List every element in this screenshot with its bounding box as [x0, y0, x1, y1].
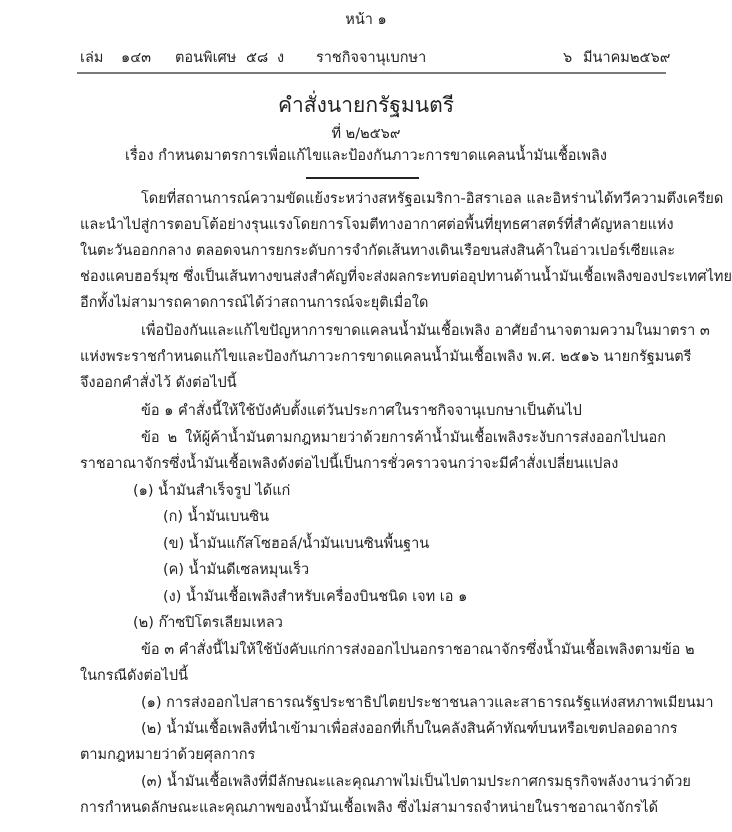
- section-label: ตอนพิเศษ: [175, 50, 237, 66]
- clause-2-line: ราชอาณาจักรซึ่งน้ำมันเชื้อเพลิงดังต่อไปนี้เป็นการชั่วคราวจนกว่าจะมีคำสั่งเปลี่ยนแปลง: [80, 456, 619, 472]
- clause-3-item: (๑) การส่งออกไปสาธารณรัฐประชาธิปไตยประชาชนลาวและสาธารณรัฐแห่งสหภาพเมียนมา: [141, 695, 714, 711]
- preamble-line: และนำไปสู่การตอบโต้อย่างรุนแรงโดยการโจมตีทางอากาศต่อพื้นที่ยุทธศาสตร์ที่สำคัญหลายแห่ง: [80, 217, 674, 233]
- clause-3-item: (๒) น้ำมันเชื้อเพลิงที่นำเข้ามาเพื่อส่งออกที่เก็บในคลังสินค้าทัณฑ์บนหรือเขตปลอดอากร: [141, 721, 678, 737]
- clause-2-subitem: (ก) น้ำมันเบนซิน: [163, 509, 270, 525]
- clause-2-subitem: (ค) น้ำมันดีเซลหมุนเร็ว: [163, 562, 310, 578]
- preamble-line: อีกทั้งไม่สามารถคาดการณ์ได้ว่าสถานการณ์จะยุติเมื่อใด: [80, 295, 429, 311]
- volume-label: เล่ม: [80, 50, 104, 66]
- clause-1: ข้อ ๑ คำสั่งนี้ให้ใช้บังคับตั้งแต่วันประกาศในราชกิจจานุเบกษาเป็นต้นไป: [141, 403, 582, 419]
- clause-2-subitem: (ข) น้ำมันแก๊สโซฮอล์/น้ำมันเบนซินพื้นฐาน: [163, 536, 430, 552]
- preamble-line: โดยที่สถานการณ์ความขัดแย้งระหว่างสหรัฐอเมริกา-อิสราเอล และอิหร่านได้ทวีความตึงเครียด: [141, 191, 724, 207]
- date-month: มีนาคม: [583, 50, 630, 66]
- section-number: ๕๘: [246, 50, 269, 66]
- clause-2-subitem: (ง) น้ำมันเชื้อเพลิงสำหรับเครื่องบินชนิด เจท เอ ๑: [163, 589, 468, 605]
- clause-3-line: ข้อ ๓ คำสั่งนี้ไม่ให้ใช้บังคับแก่การส่งออกไปนอกราชอาณาจักรซึ่งน้ำมันเชื้อเพลิงตามข้อ ๒: [141, 642, 695, 658]
- header-divider: [77, 72, 666, 74]
- clause-3-item-cont: การกำหนดลักษณะและคุณภาพของน้ำมันเชื้อเพลิง ซึ่งไม่สามารถจำหน่ายในราชอาณาจักรได้: [80, 800, 658, 816]
- page-number: หน้า ๑: [345, 12, 387, 28]
- preamble-line: ในตะวันออกกลาง ตลอดจนการยกระดับการจำกัดเส้นทางเดินเรือขนส่งสินค้าในอ่าวเปอร์เซียและ: [80, 243, 676, 259]
- authority-line: เพื่อป้องกันและแก้ไขปัญหาการขาดแคลนน้ำมันเชื้อเพลิง อาศัยอำนาจตามความในมาตรา ๓: [141, 323, 710, 339]
- clause-2-item: (๑) น้ำมันสำเร็จรูป ได้แก่: [133, 483, 291, 499]
- title-divider: [306, 177, 419, 179]
- publication-name: ราชกิจจานุเบกษา: [316, 50, 427, 66]
- order-number: ที่ ๒/๒๕๖๙: [331, 126, 401, 142]
- date-year: ๒๕๖๙: [630, 50, 671, 66]
- date-day: ๖: [563, 50, 573, 66]
- authority-line: แห่งพระราชกำหนดแก้ไขและป้องกันภาวะการขาดแคลนน้ำมันเชื้อเพลิง พ.ศ. ๒๕๑๖ นายกรัฐมนตรี: [80, 349, 692, 365]
- clause-3-item-cont: ตามกฎหมายว่าด้วยศุลกากร: [80, 747, 256, 763]
- clause-2-item: (๒) ก๊าซปิโตรเลียมเหลว: [133, 615, 283, 631]
- authority-line: จึงออกคำสั่งไว้ ดังต่อไปนี้: [80, 375, 237, 391]
- order-subject: เรื่อง กำหนดมาตรการเพื่อแก้ไขและป้องกันภาวะการขาดแคลนน้ำมันเชื้อเพลิง: [125, 148, 607, 164]
- volume-number: ๑๔๓: [121, 50, 152, 66]
- preamble-line: ช่องแคบฮอร์มุซ ซึ่งเป็นเส้นทางขนส่งสำคัญที่จะส่งผลกระทบต่ออุปทานด้านน้ำมันเชื้อเพลิงของประเทศไทย: [80, 269, 732, 285]
- gazette-header: [78, 48, 671, 70]
- section-letter: ง: [277, 50, 285, 66]
- clause-3-item: (๓) น้ำมันเชื้อเพลิงที่มีลักษณะและคุณภาพไม่เป็นไปตามประกาศกรมธุรกิจพลังงานว่าด้วย: [141, 774, 691, 790]
- clause-3-line: ในกรณีดังต่อไปนี้: [80, 668, 189, 684]
- clause-2-line: ข้อ ๒ ให้ผู้ค้าน้ำมันตามกฎหมายว่าด้วยการค้าน้ำมันเชื้อเพลิงระงับการส่งออกไปนอก: [141, 430, 666, 446]
- document-title: คำสั่งนายกรัฐมนตรี: [277, 93, 455, 117]
